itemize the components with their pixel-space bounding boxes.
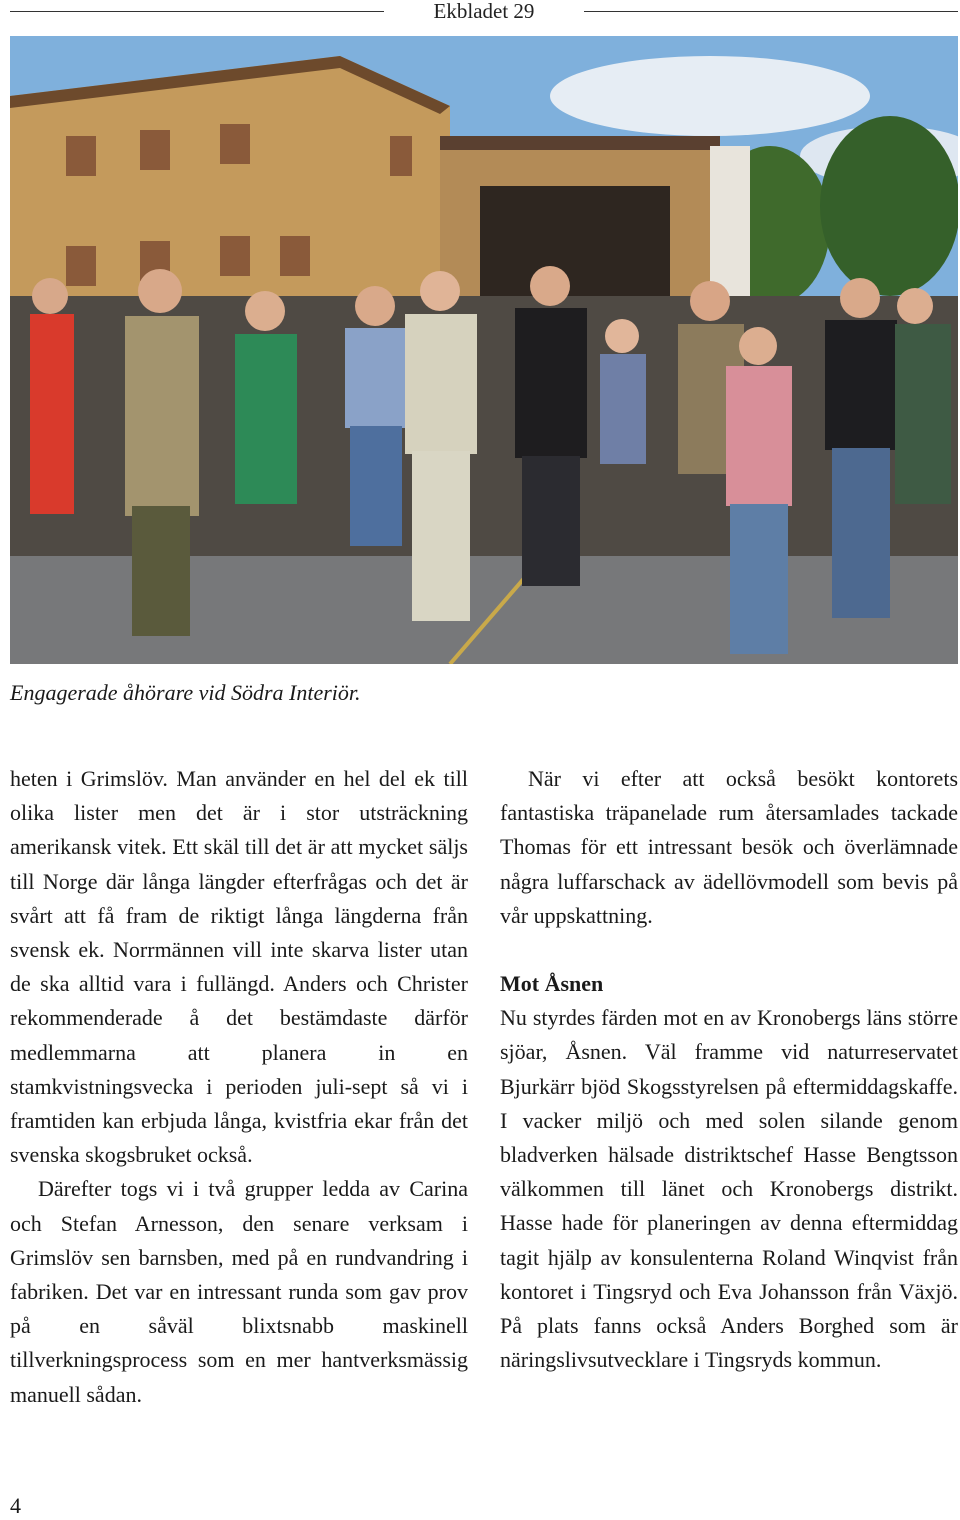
header-rule-left <box>10 11 384 12</box>
left-paragraph-1: heten i Grimslöv. Man använder en hel del ek till olika lister men det är i stor utsträckning amerikansk vitek. Ett skäl till det är att mycket säljs till Norge där långa längder efterfrågas och det är svårt att få fram de riktigt långa längderna från svensk ek. Norrmännen vill inte skarva lister utan de ska alltid vara i fullängd. Anders och Christer rekommenderade å det bestämdaste därför medlemmarna att planera in en stamkvistningsvecka i perioden juli-sept så vi i framtiden kan erbjuda långa, kvistfria ekar från det svenska skogsbruket också. <box>10 766 468 1168</box>
section-heading: Mot Åsnen <box>500 971 604 997</box>
header-rule-right <box>584 11 958 12</box>
page-header <box>0 0 960 26</box>
publication-title: Ekbladet 29 <box>433 0 535 23</box>
photo-caption: Engagerade åhörare vid Södra Interiör. <box>10 680 361 705</box>
left-column <box>10 762 468 1412</box>
group-photo <box>10 36 958 664</box>
right-column <box>500 762 958 1377</box>
page-number: 4 <box>10 1493 21 1518</box>
left-paragraph-2: Därefter togs vi i två grupper ledda av Carina och Stefan Arnesson, den senare verksam i Grimslöv sen barnsben, med på en rundvandring i fabriken. Det var en intressant runda som gav prov på en såväl blixtsnabb maskinell tillverkningsprocess som en mer hantverksmässig manuell sådan. <box>10 1176 468 1407</box>
right-paragraph-2: Nu styrdes färden mot en av Kronobergs läns större sjöar, Åsnen. Väl framme vid naturreservatet Bjurkärr bjöd Skogsstyrelsen på eftermiddagskaffe. I vacker miljö och med solen silande genom bladverken hälsade distriktschef Hasse Bengtsson välkommen till länet och Kronobergs distrikt. Hasse hade för planeringen av denna eftermiddag tagit hjälp av konsulenterna Roland Winqvist från kontoret i Tingsryd och Eva Johansson från Växjö. På plats fanns också Anders Borghed som är näringslivsutvecklare i Tingsryds kommun. <box>500 1005 958 1373</box>
right-paragraph-1: När vi efter att också besökt kontorets fantastiska träpanelade rum återsamlades tackade Thomas för ett intressant besök och överlämnade några luffarschack av ädellövmodell som bevis på vår uppskattning. <box>500 766 958 928</box>
